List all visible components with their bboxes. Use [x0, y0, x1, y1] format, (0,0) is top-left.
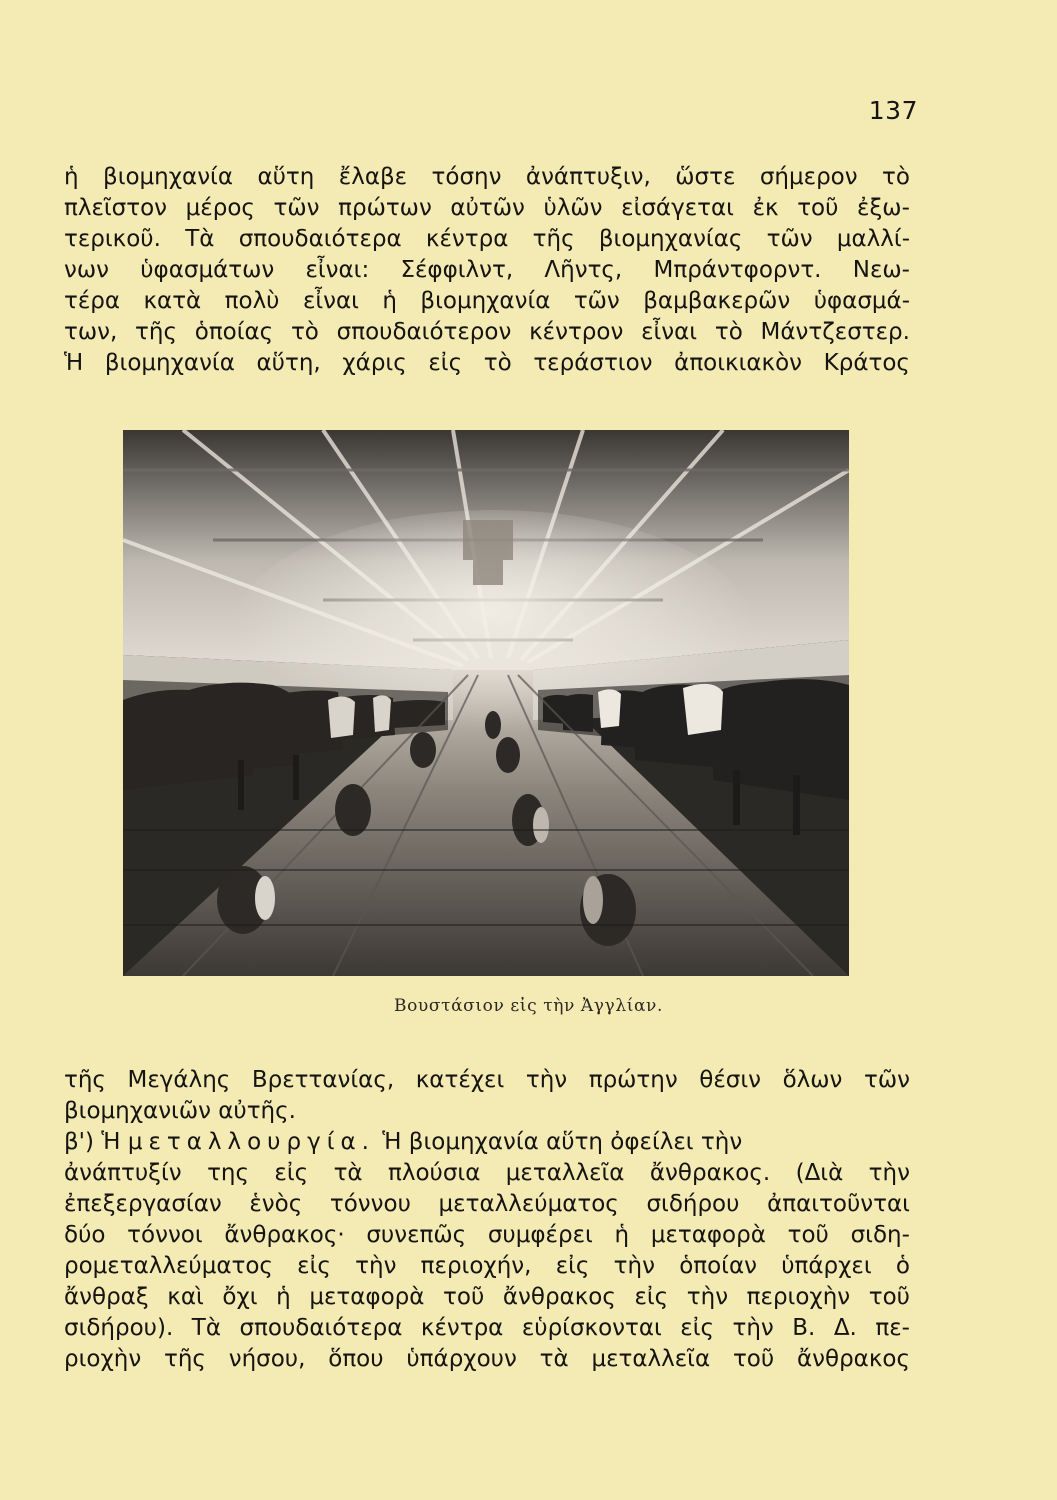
text-word: τὴν	[686, 1284, 729, 1310]
text-word: τὸ	[714, 319, 743, 345]
text-word: τῆς	[135, 319, 177, 345]
text-word: τῆς	[163, 1346, 206, 1372]
text-word: εἶναι	[641, 319, 698, 345]
text-segment: β') Ἡ	[64, 1129, 128, 1155]
text-word: πε-	[875, 1315, 910, 1341]
text-word: ὑπάρχει	[781, 1253, 872, 1279]
text-word: πρώτην	[588, 1067, 678, 1093]
text-word: κέντρα	[425, 226, 509, 252]
text-word: τόσην	[431, 164, 502, 190]
text-line	[64, 193, 910, 224]
text-line	[64, 286, 910, 317]
text-word: συμφέρει	[487, 1222, 593, 1248]
text-word: ὑλῶν	[543, 195, 603, 221]
text-word: σήμερον	[759, 164, 858, 190]
text-word: μεταλλεῖα	[505, 1160, 625, 1186]
text-line	[64, 255, 910, 286]
text-word: τῶν	[573, 288, 620, 314]
text-word: θέσιν	[699, 1067, 762, 1093]
text-word: μεταλλεύματος	[438, 1191, 619, 1217]
text-line	[64, 162, 910, 193]
text-word: εἰσάγεται	[621, 195, 734, 221]
text-word: σιδήρου).	[64, 1315, 174, 1341]
text-word: μεταφορὰ	[650, 1222, 766, 1248]
text-segment: μεταλλουργία.	[127, 1129, 375, 1155]
text-word: τοῦ	[797, 195, 839, 221]
text-line	[64, 1344, 910, 1375]
text-word: περιοχήν,	[420, 1253, 532, 1279]
photo-cow-barn	[123, 430, 849, 976]
text-word: ἄνθρακος.	[649, 1160, 771, 1186]
text-word: ἄνθρακος·	[224, 1222, 345, 1248]
text-word: κέντρον	[529, 319, 624, 345]
text-line	[64, 1127, 910, 1158]
text-word: ὄχι	[222, 1284, 258, 1310]
text-word: ἄνθρακος	[797, 1346, 910, 1372]
text-word: ἀπαιτοῦνται	[767, 1191, 910, 1217]
text-word: Τὰ	[191, 1315, 221, 1341]
text-word: ὑφασμάτων	[140, 257, 275, 283]
text-word: Μεγάλης	[127, 1067, 231, 1093]
text-word: βαμβακερῶν	[643, 288, 791, 314]
text-word: ἑνὸς	[249, 1191, 303, 1217]
text-word: μέρος	[185, 195, 255, 221]
text-word: τοῦ	[868, 1284, 910, 1310]
text-word: κατέχει	[415, 1067, 505, 1093]
text-word: ἡ	[614, 1222, 630, 1248]
text-line	[64, 1251, 910, 1282]
text-word: τόννοι	[127, 1222, 203, 1248]
text-word: εὑρίσκονται	[521, 1315, 662, 1341]
text-line	[64, 224, 910, 255]
text-word: βιομηχανία	[104, 350, 235, 376]
page-number: 137	[868, 96, 918, 125]
text-word: ὁποίας	[194, 319, 274, 345]
text-word: Βρεττανίας,	[251, 1067, 395, 1093]
text-word: ἡ	[382, 288, 397, 314]
text-word: ἐκ	[752, 195, 779, 221]
text-word: τὸ	[483, 350, 512, 376]
text-word: ριοχὴν	[64, 1346, 142, 1372]
text-word: Μπράντφορντ.	[653, 257, 822, 283]
text-word: κατὰ	[143, 288, 202, 314]
text-word: τὴν	[868, 1160, 910, 1186]
text-word: τὴν	[732, 1315, 774, 1341]
text-word: ὑφασμά-	[813, 288, 910, 314]
text-word: ἀνάπτυξιν,	[525, 164, 651, 190]
text-word: σπουδαιότερα	[239, 1315, 403, 1341]
text-word: τῶν	[273, 195, 320, 221]
text-word: εἶναι:	[305, 257, 370, 283]
text-word: ὅλων	[782, 1067, 843, 1093]
text-line	[64, 348, 910, 379]
text-line	[64, 1096, 910, 1127]
text-word: των,	[64, 319, 118, 345]
text-word: εἰς	[297, 1253, 331, 1279]
text-segment: Ἡ βιομηχανία αὕτη ὀφείλει τὴν	[374, 1129, 743, 1155]
text-word: Β.	[792, 1315, 816, 1341]
text-word: Ἡ	[64, 350, 84, 376]
text-word: τόννου	[329, 1191, 411, 1217]
text-word: τερικοῦ.	[64, 226, 161, 252]
text-word: τῶν	[864, 1067, 910, 1093]
text-word: Σέφφιλντ,	[400, 257, 514, 283]
text-word: ἡ	[64, 164, 79, 190]
text-word: εἶναι	[302, 288, 359, 314]
text-word: μαλλί-	[836, 226, 910, 252]
text-word: καὶ	[167, 1284, 204, 1310]
text-word: ἄνθρακος	[502, 1284, 616, 1310]
text-word: εἰς	[555, 1253, 590, 1279]
text-word: τῆς	[532, 226, 575, 252]
text-word: βιομηχανίας	[598, 226, 743, 252]
text-word: ἀνάπτυξίν	[64, 1160, 182, 1186]
text-word: ἀποικιακὸν	[674, 350, 802, 376]
top-paragraph	[64, 162, 910, 379]
text-word: ἐξω-	[857, 195, 910, 221]
text-word: ἔλαβε	[338, 164, 408, 190]
text-line	[64, 1220, 910, 1251]
text-line	[64, 1065, 910, 1096]
text-word: πρώτων	[338, 195, 432, 221]
text-word: τοῦ	[732, 1346, 775, 1372]
figure-caption: Βουστάσιον εἰς τὴν Ἀγγλίαν.	[394, 996, 663, 1016]
text-line	[64, 1313, 910, 1344]
text-word: τὰ	[539, 1346, 569, 1372]
text-word: σιδη-	[850, 1222, 910, 1248]
text-word: εἰς	[428, 350, 463, 376]
text-word: τεράστιον	[533, 350, 653, 376]
text-word: σπουδαιότερα	[238, 226, 402, 252]
text-word: νων	[64, 257, 109, 283]
text-word: τῆς	[64, 1067, 106, 1093]
text-word: εἰς	[274, 1160, 309, 1186]
text-word: κέντρα	[420, 1315, 504, 1341]
text-segment: βιομηχανιῶν αὐτῆς.	[64, 1098, 296, 1124]
text-word: τὴν	[355, 1253, 397, 1279]
text-word: ἡ	[276, 1284, 291, 1310]
text-line	[64, 1189, 910, 1220]
text-word: μεταφορὰ	[309, 1284, 425, 1310]
text-word: χάρις	[342, 350, 407, 376]
text-word: τοῦ	[787, 1222, 829, 1248]
text-word: Δ.	[833, 1315, 857, 1341]
bottom-paragraph	[64, 1065, 910, 1375]
text-word: τὰ	[333, 1160, 363, 1186]
text-word: Τὰ	[185, 226, 215, 252]
text-word: Κράτος	[823, 350, 910, 376]
text-word: ὁποίαν	[679, 1253, 757, 1279]
text-word: δύο	[64, 1222, 106, 1248]
text-word: Νεω-	[852, 257, 910, 283]
text-word: (Διὰ	[795, 1160, 844, 1186]
text-word: τὴν	[613, 1253, 655, 1279]
text-word: εἰς	[680, 1315, 714, 1341]
text-word: ἐπεξεργασίαν	[64, 1191, 222, 1217]
text-word: τὴν	[525, 1067, 568, 1093]
text-word: νήσου,	[228, 1346, 306, 1372]
text-word: σπουδαιότερον	[336, 319, 512, 345]
text-word: τοῦ	[443, 1284, 485, 1310]
text-word: ὁ	[895, 1253, 910, 1279]
text-word: ρομεταλλεύματος	[64, 1253, 273, 1279]
text-word: ἄνθραξ	[64, 1284, 149, 1310]
text-word: τὸ	[882, 164, 910, 190]
text-word: τῶν	[766, 226, 813, 252]
text-word: αὐτῶν	[450, 195, 525, 221]
text-word: περιοχὴν	[746, 1284, 851, 1310]
text-word: τὸ	[290, 319, 319, 345]
text-word: αὕτη,	[256, 350, 321, 376]
text-word: πλούσια	[388, 1160, 481, 1186]
text-word: βιομηχανία	[103, 164, 233, 190]
text-word: πολὺ	[224, 288, 280, 314]
text-word: εἰς	[634, 1284, 669, 1310]
text-line	[64, 317, 910, 348]
text-word: βιομηχανία	[420, 288, 551, 314]
text-word: ὥστε	[675, 164, 736, 190]
text-word: Λῆντς,	[544, 257, 623, 283]
text-word: τέρα	[64, 288, 121, 314]
text-word: της	[207, 1160, 249, 1186]
text-word: πλεῖστον	[64, 195, 168, 221]
text-word: μεταλλεῖα	[591, 1346, 711, 1372]
text-word: ὅπου	[328, 1346, 384, 1372]
text-word: Μάντζεστερ.	[760, 319, 910, 345]
text-line	[64, 1282, 910, 1313]
text-word: αὕτη	[257, 164, 315, 190]
text-word: σιδήρου	[646, 1191, 740, 1217]
text-line	[64, 1158, 910, 1189]
text-word: ὑπάρχουν	[406, 1346, 517, 1372]
text-word: συνεπῶς	[366, 1222, 467, 1248]
cow-barn-illustration	[123, 430, 849, 976]
